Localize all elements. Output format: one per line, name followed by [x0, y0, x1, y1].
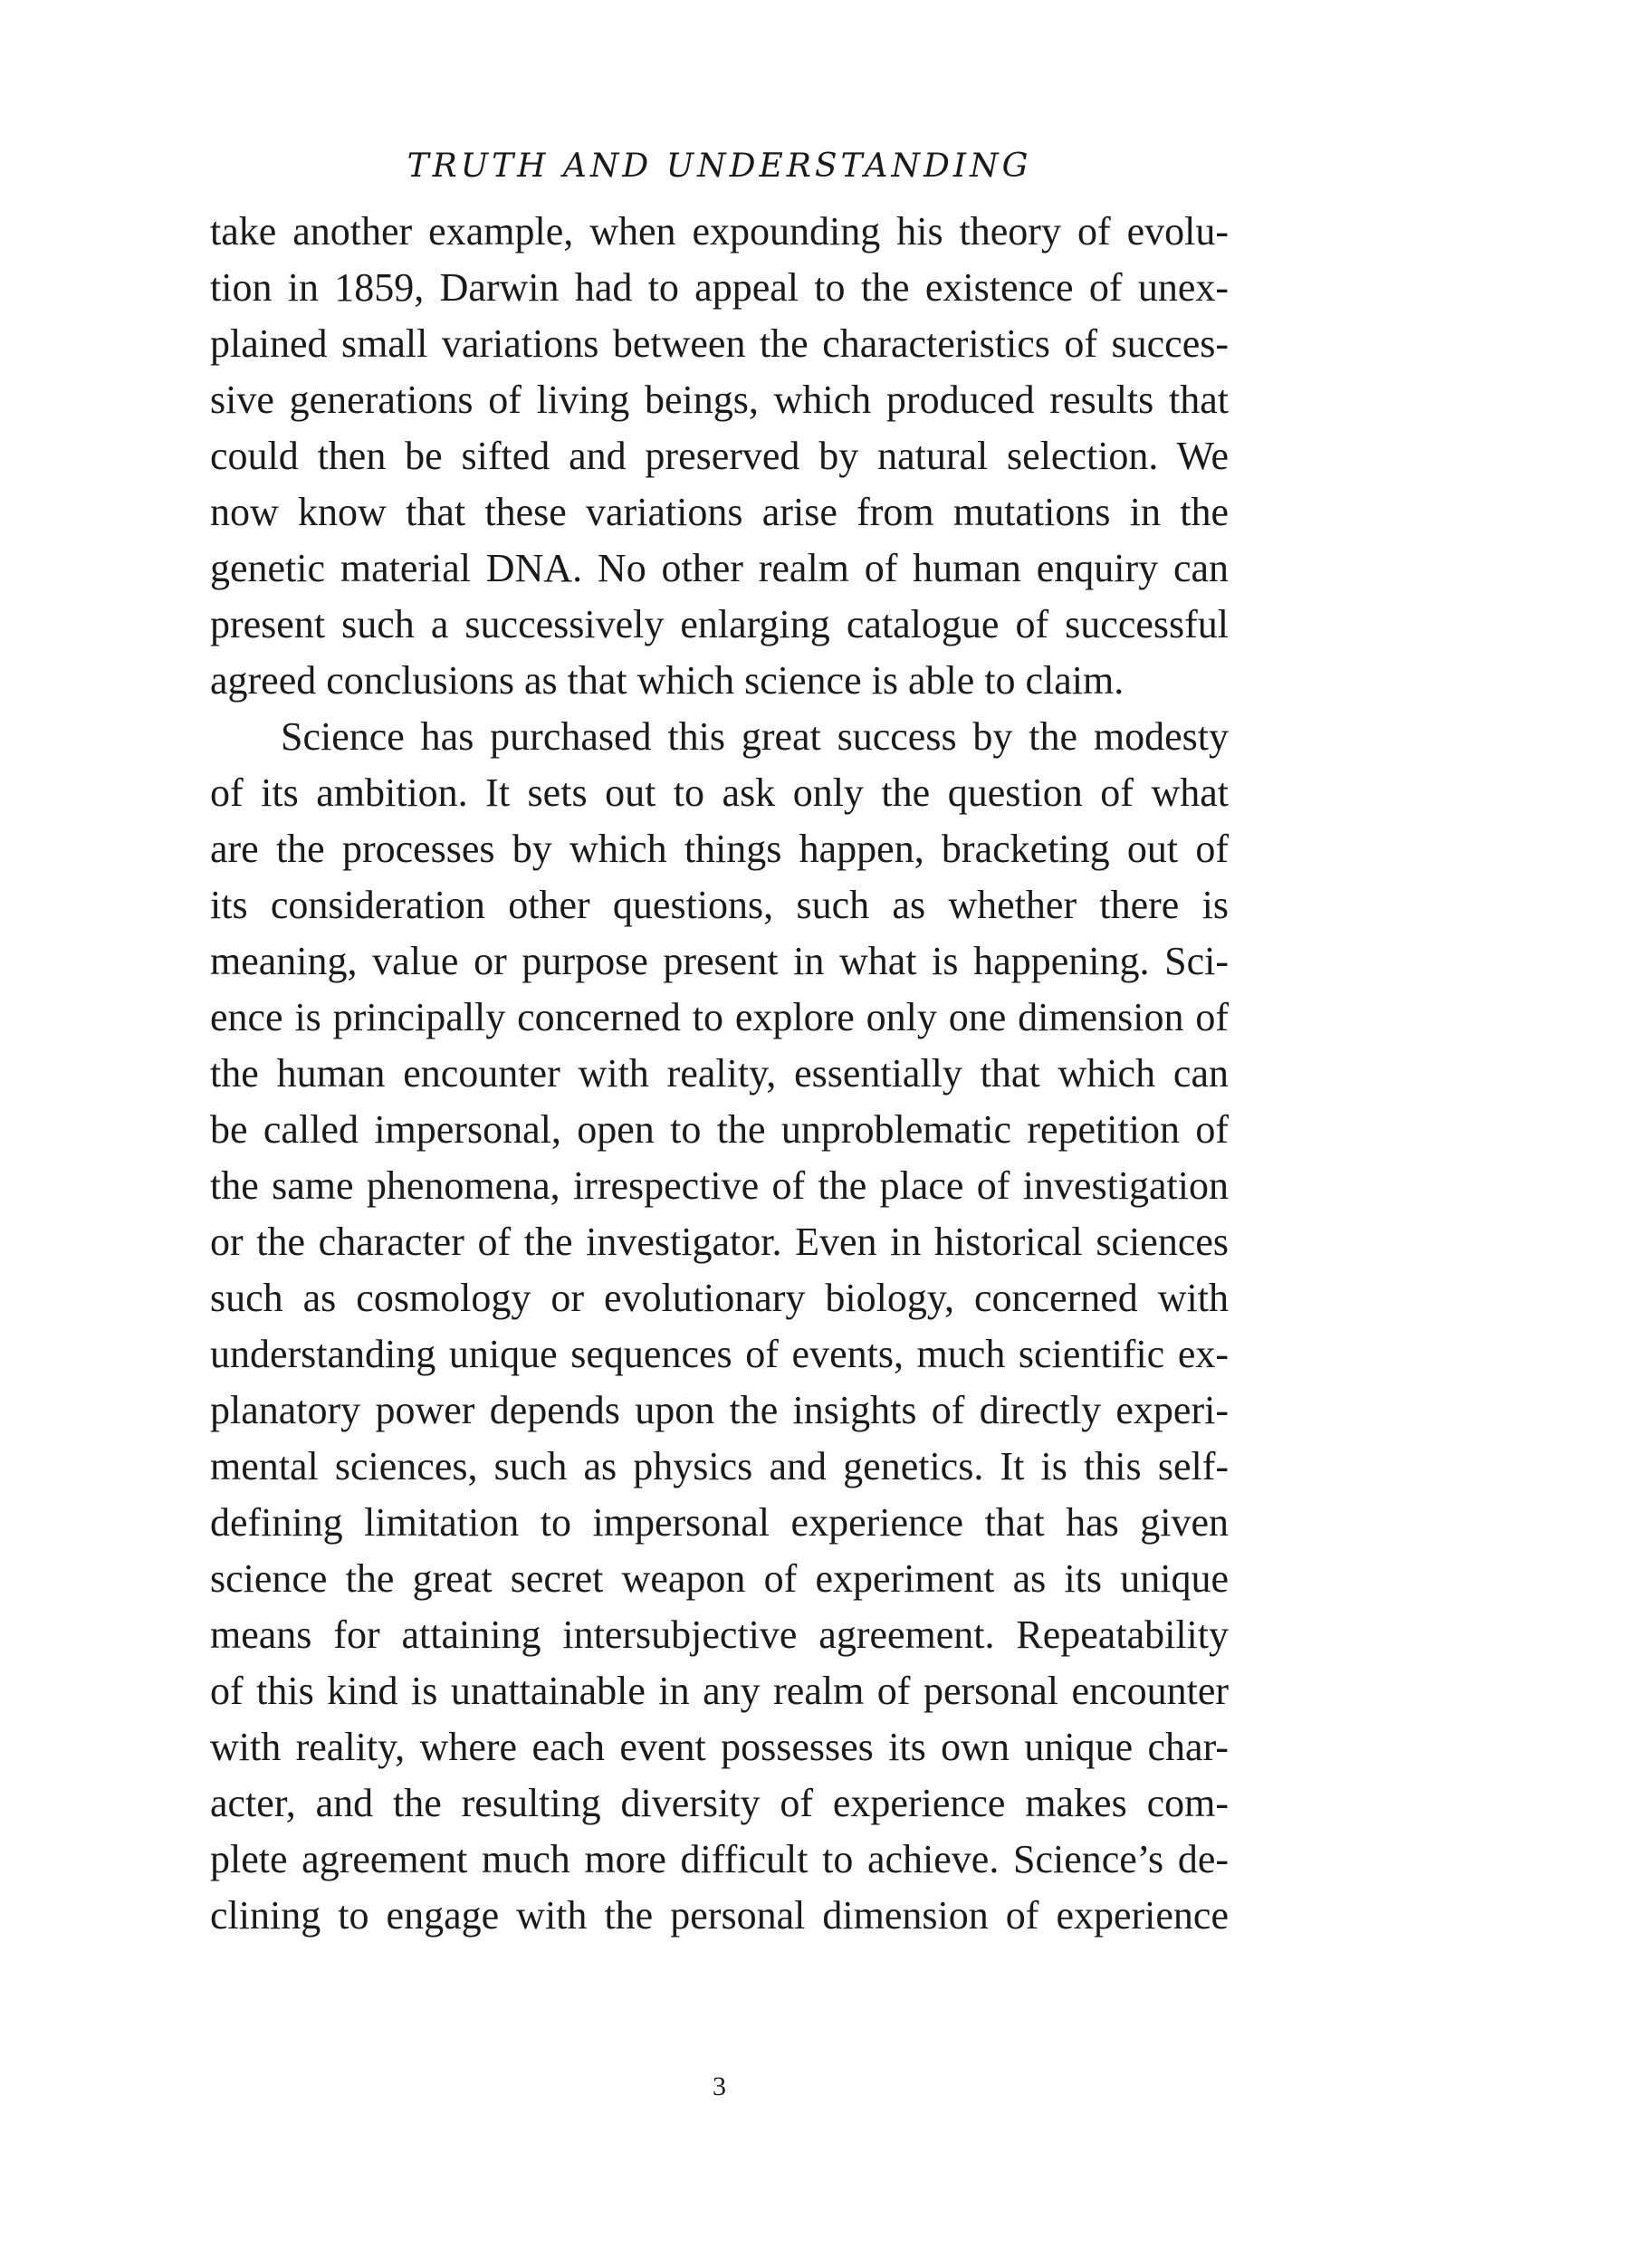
text-line: be called impersonal, open to the unproblematic repetition of	[210, 1107, 1229, 1152]
text-line: present such a successively enlarging catalogue of successful	[210, 602, 1229, 646]
text-line: take another example, when expounding his theory of evolu-	[210, 209, 1229, 254]
text-line: genetic material DNA. No other realm of human enquiry can	[210, 546, 1229, 590]
text-line: plained small variations between the characteristics of succes-	[210, 321, 1229, 366]
text-line: such as cosmology or evolutionary biology, concerned with	[210, 1276, 1229, 1320]
text-line: its consideration other questions, such as whether there is	[210, 883, 1229, 927]
text-line: tion in 1859, Darwin had to appeal to the existence of unex-	[210, 265, 1229, 310]
text-line: the human encounter with reality, essentially that which can	[210, 1051, 1229, 1096]
body-text	[210, 204, 1229, 1944]
text-line: ence is principally concerned to explore only one dimension of	[210, 995, 1229, 1039]
text-line: understanding unique sequences of events, much scientific ex-	[210, 1332, 1229, 1376]
text-line: could then be sifted and preserved by natural selection. We	[210, 434, 1229, 478]
text-line: now know that these variations arise from mutations in the	[210, 490, 1229, 534]
text-line: meaning, value or purpose present in what is happening. Sci-	[210, 939, 1229, 983]
text-line: of its ambition. It sets out to ask only the question of what	[210, 770, 1229, 815]
text-line: means for attaining intersubjective agreement. Repeatability	[210, 1612, 1229, 1657]
page-number: 3	[713, 2072, 726, 2101]
text-line: clining to engage with the personal dimension of experience	[210, 1893, 1229, 1938]
text-line: mental sciences, such as physics and genetics. It is this self-	[210, 1444, 1229, 1488]
paragraph-2	[210, 709, 1229, 1944]
text-line: science the great secret weapon of experiment as its unique	[210, 1556, 1229, 1601]
text-line: are the processes by which things happen, bracketing out of	[210, 827, 1229, 871]
paragraph-1	[210, 204, 1229, 709]
text-line: agreed conclusions as that which science is able to claim.	[210, 658, 1125, 703]
text-line: the same phenomena, irrespective of the place of investigation	[210, 1163, 1229, 1208]
text-line: sive generations of living beings, which produced results that	[210, 378, 1229, 422]
text-line: defining limitation to impersonal experience that has given	[210, 1500, 1229, 1545]
text-line: of this kind is unattainable in any realm of personal encounter	[210, 1669, 1229, 1713]
running-head: TRUTH AND UNDERSTANDING	[407, 148, 1032, 185]
text-line: or the character of the investigator. Even in historical sciences	[210, 1220, 1229, 1264]
text-line: plete agreement much more difficult to achieve. Science’s de-	[210, 1837, 1229, 1881]
text-line: with reality, where each event possesses its own unique char-	[210, 1725, 1229, 1769]
text-line: Science has purchased this great success by the modesty	[281, 714, 1229, 759]
text-line: acter, and the resulting diversity of experience makes com-	[210, 1781, 1229, 1825]
text-line: planatory power depends upon the insights of directly experi-	[210, 1388, 1229, 1432]
